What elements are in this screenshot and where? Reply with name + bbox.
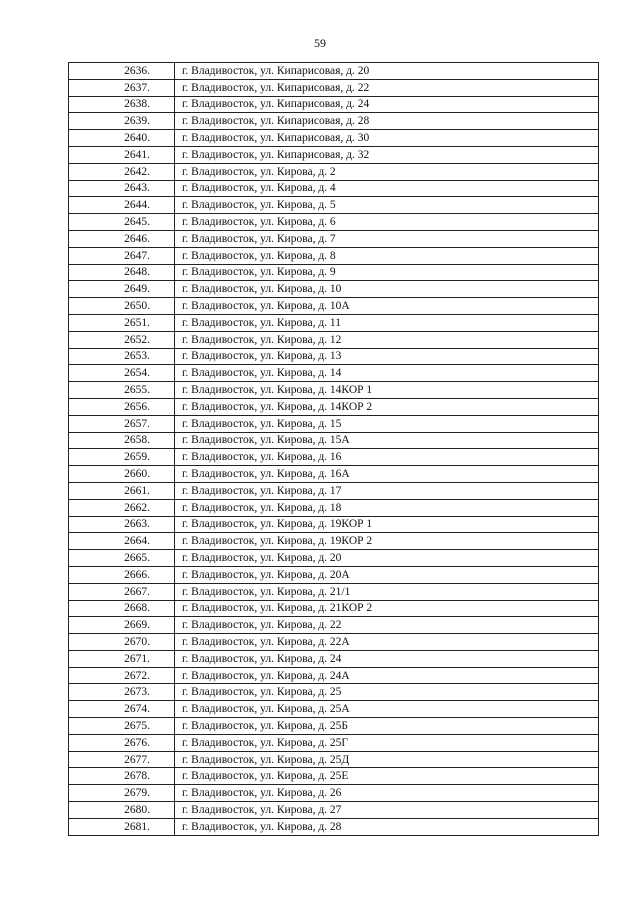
address-cell: г. Владивосток, ул. Кирова, д. 7 xyxy=(175,230,599,247)
row-number-cell: 2658. xyxy=(69,432,175,449)
address-cell: г. Владивосток, ул. Кирова, д. 16 xyxy=(175,449,599,466)
row-number-cell: 2654. xyxy=(69,365,175,382)
table-row xyxy=(69,415,599,432)
row-number-cell: 2676. xyxy=(69,734,175,751)
address-cell: г. Владивосток, ул. Кирова, д. 20А xyxy=(175,566,599,583)
address-cell: г. Владивосток, ул. Кирова, д. 25Д xyxy=(175,751,599,768)
table-row xyxy=(69,466,599,483)
address-cell: г. Владивосток, ул. Кирова, д. 15А xyxy=(175,432,599,449)
row-number-cell: 2675. xyxy=(69,718,175,735)
table-row xyxy=(69,96,599,113)
table-row xyxy=(69,230,599,247)
address-cell: г. Владивосток, ул. Кирова, д. 14КОР 2 xyxy=(175,398,599,415)
table-row xyxy=(69,449,599,466)
address-cell: г. Владивосток, ул. Кирова, д. 21КОР 2 xyxy=(175,600,599,617)
page-number: 59 xyxy=(314,36,326,50)
row-number-cell: 2681. xyxy=(69,818,175,835)
address-cell: г. Владивосток, ул. Кирова, д. 25Г xyxy=(175,734,599,751)
row-number-cell: 2641. xyxy=(69,146,175,163)
address-cell: г. Владивосток, ул. Кирова, д. 4 xyxy=(175,180,599,197)
table-row xyxy=(69,398,599,415)
row-number-cell: 2638. xyxy=(69,96,175,113)
table-row xyxy=(69,348,599,365)
table-row xyxy=(69,247,599,264)
address-cell: г. Владивосток, ул. Кирова, д. 14КОР 1 xyxy=(175,382,599,399)
table-row xyxy=(69,751,599,768)
address-cell: г. Владивосток, ул. Кирова, д. 19КОР 1 xyxy=(175,516,599,533)
table-row xyxy=(69,382,599,399)
row-number-cell: 2656. xyxy=(69,398,175,415)
address-cell: г. Владивосток, ул. Кирова, д. 17 xyxy=(175,482,599,499)
address-cell: г. Владивосток, ул. Кирова, д. 10 xyxy=(175,281,599,298)
row-number-cell: 2636. xyxy=(69,63,175,80)
table-row xyxy=(69,130,599,147)
row-number-cell: 2672. xyxy=(69,667,175,684)
table-row xyxy=(69,180,599,197)
table-row xyxy=(69,583,599,600)
table-row xyxy=(69,365,599,382)
row-number-cell: 2673. xyxy=(69,684,175,701)
table-row xyxy=(69,214,599,231)
address-cell: г. Владивосток, ул. Кирова, д. 13 xyxy=(175,348,599,365)
address-cell: г. Владивосток, ул. Кирова, д. 22А xyxy=(175,634,599,651)
row-number-cell: 2652. xyxy=(69,331,175,348)
table-row xyxy=(69,550,599,567)
address-cell: г. Владивосток, ул. Кипарисовая, д. 24 xyxy=(175,96,599,113)
row-number-cell: 2659. xyxy=(69,449,175,466)
table-row xyxy=(69,516,599,533)
row-number-cell: 2637. xyxy=(69,79,175,96)
row-number-cell: 2646. xyxy=(69,230,175,247)
address-cell: г. Владивосток, ул. Кирова, д. 8 xyxy=(175,247,599,264)
address-cell: г. Владивосток, ул. Кирова, д. 25 xyxy=(175,684,599,701)
address-cell: г. Владивосток, ул. Кипарисовая, д. 28 xyxy=(175,113,599,130)
table-row xyxy=(69,63,599,80)
address-cell: г. Владивосток, ул. Кирова, д. 21/1 xyxy=(175,583,599,600)
address-cell: г. Владивосток, ул. Кирова, д. 9 xyxy=(175,264,599,281)
table-row xyxy=(69,197,599,214)
row-number-cell: 2648. xyxy=(69,264,175,281)
address-cell: г. Владивосток, ул. Кипарисовая, д. 22 xyxy=(175,79,599,96)
table-row xyxy=(69,163,599,180)
row-number-cell: 2666. xyxy=(69,566,175,583)
table-row xyxy=(69,533,599,550)
address-cell: г. Владивосток, ул. Кирова, д. 16А xyxy=(175,466,599,483)
table-row xyxy=(69,768,599,785)
address-cell: г. Владивосток, ул. Кирова, д. 24А xyxy=(175,667,599,684)
row-number-cell: 2680. xyxy=(69,802,175,819)
table-row xyxy=(69,298,599,315)
table-row xyxy=(69,314,599,331)
table-row xyxy=(69,667,599,684)
table-row xyxy=(69,146,599,163)
row-number-cell: 2647. xyxy=(69,247,175,264)
address-cell: г. Владивосток, ул. Кирова, д. 25Е xyxy=(175,768,599,785)
table-row xyxy=(69,785,599,802)
table-row xyxy=(69,264,599,281)
table-row xyxy=(69,79,599,96)
table-row xyxy=(69,684,599,701)
table-row xyxy=(69,600,599,617)
address-cell: г. Владивосток, ул. Кирова, д. 27 xyxy=(175,802,599,819)
table-row xyxy=(69,432,599,449)
row-number-cell: 2679. xyxy=(69,785,175,802)
address-cell: г. Владивосток, ул. Кипарисовая, д. 30 xyxy=(175,130,599,147)
row-number-cell: 2671. xyxy=(69,650,175,667)
row-number-cell: 2661. xyxy=(69,482,175,499)
row-number-cell: 2677. xyxy=(69,751,175,768)
address-cell: г. Владивосток, ул. Кирова, д. 10А xyxy=(175,298,599,315)
row-number-cell: 2662. xyxy=(69,499,175,516)
table-row xyxy=(69,718,599,735)
address-cell: г. Владивосток, ул. Кипарисовая, д. 32 xyxy=(175,146,599,163)
table-row xyxy=(69,499,599,516)
address-cell: г. Владивосток, ул. Кирова, д. 2 xyxy=(175,163,599,180)
address-cell: г. Владивосток, ул. Кирова, д. 22 xyxy=(175,617,599,634)
table-row xyxy=(69,802,599,819)
table-row xyxy=(69,634,599,651)
row-number-cell: 2653. xyxy=(69,348,175,365)
address-cell: г. Владивосток, ул. Кирова, д. 28 xyxy=(175,818,599,835)
row-number-cell: 2664. xyxy=(69,533,175,550)
address-cell: г. Владивосток, ул. Кирова, д. 20 xyxy=(175,550,599,567)
address-cell: г. Владивосток, ул. Кирова, д. 11 xyxy=(175,314,599,331)
table-row xyxy=(69,566,599,583)
address-cell: г. Владивосток, ул. Кирова, д. 15 xyxy=(175,415,599,432)
row-number-cell: 2669. xyxy=(69,617,175,634)
address-cell: г. Владивосток, ул. Кирова, д. 5 xyxy=(175,197,599,214)
address-cell: г. Владивосток, ул. Кирова, д. 14 xyxy=(175,365,599,382)
table-row xyxy=(69,281,599,298)
row-number-cell: 2644. xyxy=(69,197,175,214)
row-number-cell: 2657. xyxy=(69,415,175,432)
address-cell: г. Владивосток, ул. Кирова, д. 6 xyxy=(175,214,599,231)
row-number-cell: 2674. xyxy=(69,701,175,718)
row-number-cell: 2643. xyxy=(69,180,175,197)
row-number-cell: 2660. xyxy=(69,466,175,483)
row-number-cell: 2642. xyxy=(69,163,175,180)
table-row xyxy=(69,650,599,667)
table-row xyxy=(69,818,599,835)
address-cell: г. Владивосток, ул. Кирова, д. 18 xyxy=(175,499,599,516)
row-number-cell: 2639. xyxy=(69,113,175,130)
address-cell: г. Владивосток, ул. Кирова, д. 24 xyxy=(175,650,599,667)
row-number-cell: 2650. xyxy=(69,298,175,315)
address-cell: г. Владивосток, ул. Кирова, д. 12 xyxy=(175,331,599,348)
address-table xyxy=(68,62,599,836)
address-cell: г. Владивосток, ул. Кирова, д. 25А xyxy=(175,701,599,718)
row-number-cell: 2640. xyxy=(69,130,175,147)
address-cell: г. Владивосток, ул. Кирова, д. 25Б xyxy=(175,718,599,735)
row-number-cell: 2663. xyxy=(69,516,175,533)
table-row xyxy=(69,734,599,751)
table-row xyxy=(69,482,599,499)
row-number-cell: 2655. xyxy=(69,382,175,399)
row-number-cell: 2670. xyxy=(69,634,175,651)
table-row xyxy=(69,331,599,348)
row-number-cell: 2651. xyxy=(69,314,175,331)
table-row xyxy=(69,701,599,718)
address-cell: г. Владивосток, ул. Кирова, д. 19КОР 2 xyxy=(175,533,599,550)
row-number-cell: 2667. xyxy=(69,583,175,600)
row-number-cell: 2645. xyxy=(69,214,175,231)
row-number-cell: 2668. xyxy=(69,600,175,617)
address-table-body xyxy=(69,63,599,836)
row-number-cell: 2678. xyxy=(69,768,175,785)
row-number-cell: 2649. xyxy=(69,281,175,298)
table-row xyxy=(69,617,599,634)
address-cell: г. Владивосток, ул. Кирова, д. 26 xyxy=(175,785,599,802)
table-row xyxy=(69,113,599,130)
address-cell: г. Владивосток, ул. Кипарисовая, д. 20 xyxy=(175,63,599,80)
row-number-cell: 2665. xyxy=(69,550,175,567)
